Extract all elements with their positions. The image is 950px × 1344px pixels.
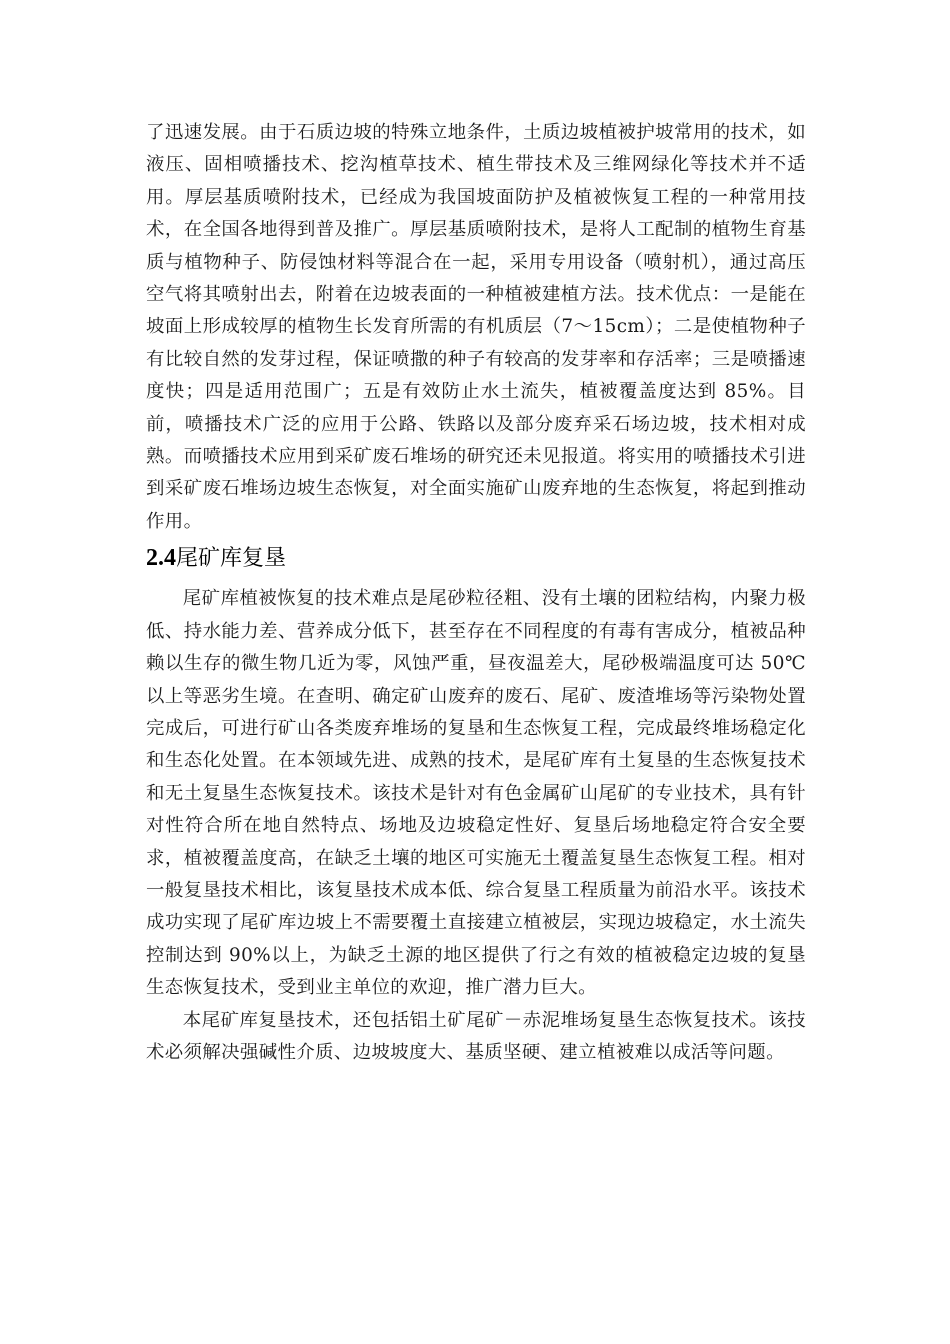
paragraph-red-mud: 本尾矿库复垦技术，还包括铝土矿尾矿－赤泥堆场复垦生态恢复技术。该技术必须解决强碱性介质、边坡坡度大、基质坚硬、建立植被难以成活等问题。 (146, 1009, 806, 1063)
section-heading (146, 540, 806, 577)
section-title: 尾矿库复垦 (176, 546, 287, 572)
paragraph-tailings-reclamation: 尾矿库植被恢复的技术难点是尾砂粒径粗、没有土壤的团粒结构，内聚力极低、持水能力差、营养成分低下，甚至存在不同程度的有毒有害成分，植被品种赖以生存的微生物几近为零，风蚀严重，昼夜温差大，尾砂极端温度可达 50℃以上等恶劣生境。在查明、确定矿山废弃的废石、尾矿、废渣堆场等污染物处置完成后，可进行矿山各类废弃堆场的复垦和生态恢复工程，完成最终堆场稳定化和生态化处置。在本领域先进、成熟的技术，是尾矿库有土复垦的生态恢复技术和无土复垦生态恢复技术。该技术是针对有色金属矿山尾矿的专业技术，具有针对性符合所在地自然特点、场地及边坡稳定性好、复垦后场地稳定符合安全要求，植被覆盖度高，在缺乏土壤的地区可实施无土覆盖复垦生态恢复工程。相对一般复垦技术相比，该复垦技术成本低、综合复垦工程质量为前沿水平。该技术成功实现了尾矿库边坡上不需要覆土直接建立植被层，实现边坡稳定，水土流失控制达到 90%以上，为缺乏土源的地区提供了行之有效的植被稳定边坡的复垦生态恢复技术，受到业主单位的欢迎，推广潜力巨大。 (146, 588, 806, 999)
document-page (146, 117, 806, 1069)
paragraph-continued: 了迅速发展。由于石质边坡的特殊立地条件，土质边坡植被护坡常用的技术，如液压、固相喷播技术、挖沟植草技术、植生带技术及三维网绿化等技术并不适用。厚层基质喷附技术，已经成为我国坡面防护及植被恢复工程的一种常用技术，在全国各地得到普及推广。厚层基质喷附技术，是将人工配制的植物生育基质与植物种子、防侵蚀材料等混合在一起，采用专用设备（喷射机），通过高压空气将其喷射出去，附着在边坡表面的一种植被建植方法。技术优点：一是能在坡面上形成较厚的植物生长发育所需的有机质层（7～15cm）；二是使植物种子有比较自然的发芽过程，保证喷撒的种子有较高的发芽率和存活率；三是喷播速度快；四是适用范围广；五是有效防止水土流失，植被覆盖度达到 85%。目前，喷播技术广泛的应用于公路、铁路以及部分废弃采石场边坡，技术相对成熟。而喷播技术应用到采矿废石堆场的研究还未见报道。将实用的喷播技术引进到采矿废石堆场边坡生态恢复，对全面实施矿山废弃地的生态恢复，将起到推动作用。 (146, 122, 806, 532)
section-number: 2.4 (146, 545, 176, 572)
